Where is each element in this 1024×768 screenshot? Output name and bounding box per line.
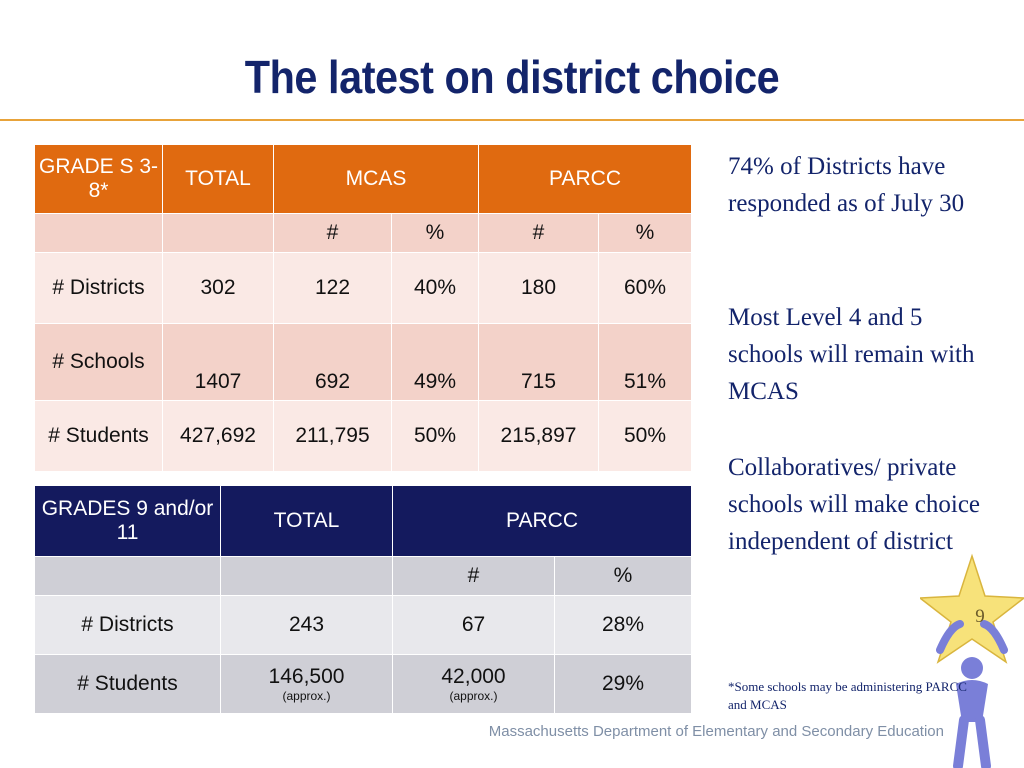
header-total: TOTAL (163, 145, 274, 214)
approx-note: (approx.) (449, 689, 498, 703)
subheader-parcc-num: # (393, 557, 555, 596)
table-row (35, 253, 692, 324)
header-grades: GRADE S 3-8* (35, 145, 163, 214)
approx-note: (approx.) (282, 689, 331, 703)
title-divider (0, 119, 1024, 121)
page-number: 9 (975, 606, 985, 627)
cell-parcc-pct: 51% (599, 324, 692, 401)
subheader-parcc-pct: % (555, 557, 692, 596)
header-grades: GRADES 9 and/or 11 (35, 486, 221, 557)
header-parcc: PARCC (479, 145, 692, 214)
table-subheader-row (35, 557, 692, 596)
grades-3-8-table (34, 144, 692, 472)
footnote: *Some schools may be administering PARCC and MCAS (728, 679, 967, 712)
header-parcc: PARCC (393, 486, 692, 557)
cell-total (221, 596, 393, 655)
cell-parcc-pct: 29% (555, 655, 692, 714)
cell-parcc-num: 215,897 (479, 401, 599, 472)
cell-parcc-num: 715 (479, 324, 599, 401)
header-total: TOTAL (221, 486, 393, 557)
table-row (35, 324, 692, 401)
cell-mcas-num: 122 (274, 253, 392, 324)
footer-text: Massachusetts Department of Elementary and Secondary Education (488, 723, 944, 740)
subheader-empty (163, 214, 274, 253)
cell-total (221, 655, 393, 714)
cell-value: 243 (288, 613, 325, 636)
row-label: # Students (35, 401, 163, 472)
cell-parcc-num: 180 (479, 253, 599, 324)
subheader-mcas-pct: % (392, 214, 479, 253)
header-mcas: MCAS (274, 145, 479, 214)
table-header-row (35, 145, 692, 214)
cell-mcas-pct: 40% (392, 253, 479, 324)
row-label: # Students (35, 655, 221, 714)
cell-total: 1407 (163, 324, 274, 401)
row-label: # Districts (35, 596, 221, 655)
cell-parcc-pct: 28% (555, 596, 692, 655)
side-note: Collaboratives/ private schools will make choice independent of district (728, 454, 981, 555)
cell-total: 302 (163, 253, 274, 324)
row-label: # Schools (35, 324, 163, 401)
cell-parcc-pct: 50% (599, 401, 692, 472)
side-note: 74% of Districts have responded as of July 30 (728, 153, 965, 217)
cell-parcc-pct: 60% (599, 253, 692, 324)
subheader-parcc-num: # (479, 214, 599, 253)
side-note: Most Level 4 and 5 schools will remain with MCAS (728, 304, 975, 405)
table-subheader-row (35, 214, 692, 253)
cell-mcas-num: 211,795 (274, 401, 392, 472)
subheader-parcc-pct: % (599, 214, 692, 253)
cell-mcas-pct: 50% (392, 401, 479, 472)
table-row (35, 401, 692, 472)
cell-parcc-num (393, 596, 555, 655)
cell-parcc-num (393, 655, 555, 714)
grades-9-11-table (34, 485, 692, 714)
subheader-empty (35, 214, 163, 253)
table-row (35, 655, 692, 714)
cell-value: 67 (461, 613, 486, 636)
subheader-empty (221, 557, 393, 596)
cell-mcas-pct: 49% (392, 324, 479, 401)
cell-value: 42,000 (441, 665, 506, 688)
cell-value: 146,500 (268, 665, 345, 688)
table-header-row (35, 486, 692, 557)
cell-mcas-num: 692 (274, 324, 392, 401)
table-row (35, 596, 692, 655)
cell-total: 427,692 (163, 401, 274, 472)
subheader-mcas-num: # (274, 214, 392, 253)
slide-title: The latest on district choice (244, 51, 780, 103)
subheader-empty (35, 557, 221, 596)
row-label: # Districts (35, 253, 163, 324)
